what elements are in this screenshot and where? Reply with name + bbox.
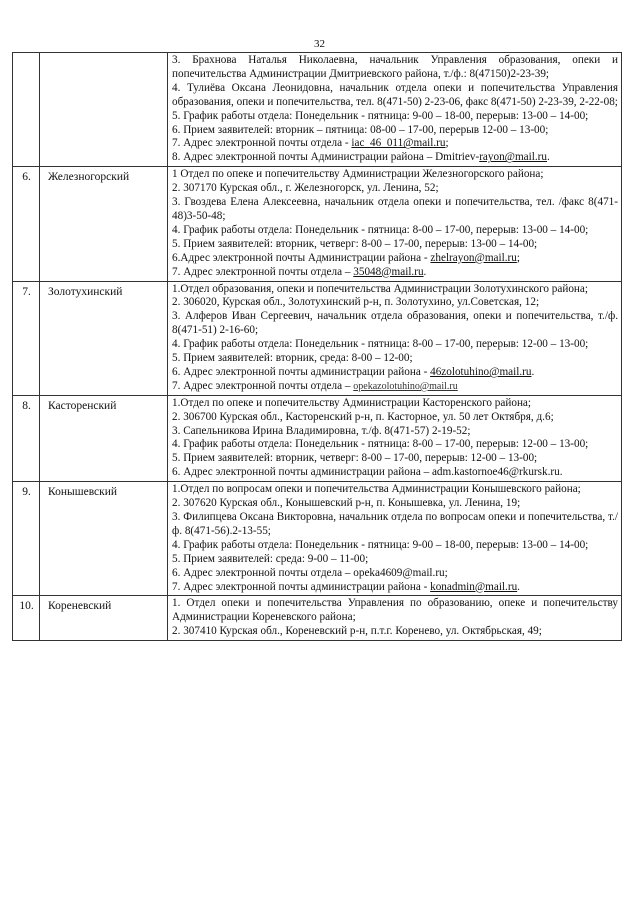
info-line (172, 511, 618, 539)
department-info (168, 482, 622, 596)
info-line (172, 539, 618, 553)
row-number: 6. (13, 167, 40, 281)
district-name (40, 53, 168, 167)
info-text: 1.Отдел образования, опеки и попечительства Администрации Золотухинского района; (172, 282, 588, 295)
info-text: 5. Прием заявителей: вторник, четверг: 8-00 – 17-00, перерыв: 13-00 – 14-00; (172, 237, 538, 250)
info-text: 3. Филипцева Оксана Викторовна, начальник отдела по вопросам опеки и попечительства, т./ф. 8(471-56).2-13-55; (172, 511, 618, 537)
info-text: 1.Отдел по опеке и попечительству Администрации Касторенского района; (172, 396, 532, 409)
info-line (172, 380, 618, 394)
info-line (172, 283, 618, 297)
info-text: 4. График работы отдела: Понедельник - пятница: 9-00 – 18-00, перерыв: 13-00 – 14-00; (172, 538, 589, 551)
info-line (172, 425, 618, 439)
info-text: 3. Гвоздева Елена Алексеевна, начальник отдела опеки и попечительства, тел. /факс 8(471-48)3-50-48; (172, 196, 618, 222)
email-address: opekazolotuhino@mail.ru (353, 380, 458, 392)
info-text: 7. Адрес электронной почты отдела - (172, 137, 352, 150)
info-line (172, 124, 618, 138)
info-text: 7. Адрес электронной почты отдела – (172, 379, 354, 392)
info-line (172, 366, 618, 380)
info-text: . (517, 580, 520, 593)
info-text: . (546, 151, 550, 164)
department-info (168, 281, 622, 395)
info-line (172, 483, 618, 497)
row-number: 10. (13, 596, 40, 641)
info-line (172, 266, 618, 280)
table-row (13, 281, 622, 395)
info-text: 1 Отдел по опеке и попечительству Администрации Железногорского района; (172, 168, 544, 181)
info-text: 4. График работы отдела: Понедельник - пятница: 8-00 – 17-00, перерыв: 12-00 – 13-00; (172, 438, 589, 451)
district-name: Кореневский (40, 596, 168, 641)
table-row (13, 395, 622, 481)
info-line (172, 82, 618, 110)
info-line (172, 196, 618, 224)
info-text: 2. 307410 Курская обл., Кореневский р-н, п.т.г. Коренево, ул. Октябрьская, 49; (172, 625, 542, 638)
info-text: 7. Адрес электронной почты отдела – (172, 265, 354, 278)
row-number: 9. (13, 482, 40, 596)
email-address: konadmin@mail.ru (430, 580, 518, 593)
info-line (172, 338, 618, 352)
info-line (172, 625, 618, 639)
district-name: Золотухинский (40, 281, 168, 395)
page-number: 32 (314, 38, 325, 50)
table-row (13, 482, 622, 596)
email-address: zhelrayon@mail.ru (430, 251, 517, 264)
table-row (13, 167, 622, 281)
info-text: 6. Прием заявителей: вторник – пятница: 08-00 – 17-00, перерыв 12-00 – 13-00; (172, 123, 549, 136)
info-text: ; (516, 251, 520, 264)
info-line (172, 397, 618, 411)
info-text: 5. График работы отдела: Понедельник - пятница: 9-00 – 18-00, перерыв: 13-00 – 14-00; (172, 109, 589, 122)
info-line (172, 224, 618, 238)
info-text: 1. Отдел опеки и попечительства Управления по образованию, опеке и попечительству Администрации Кореневского района; (172, 597, 618, 624)
guardianship-departments-table (12, 52, 622, 641)
info-text: 2. 306020, Курская обл., Золотухинский р-н, п. Золотухино, ул.Советская, 12; (172, 296, 540, 309)
info-line (172, 597, 618, 625)
info-text: 3. Сапельникова Ирина Владимировна, т./ф. 8(471-57) 2-19-52; (172, 424, 471, 437)
email-address: iac_46_011@mail.ru (351, 137, 446, 150)
district-name: Касторенский (40, 395, 168, 481)
info-text: 2. 307620 Курская обл., Конышевский р-н, п. Конышевка, ул. Ленина, 19; (172, 497, 521, 510)
row-number (13, 53, 40, 167)
info-text: 6. Адрес электронной почты администрации района – adm.kastornoe46@rkursk.ru. (172, 466, 563, 479)
info-text: 6.Адрес электронной почты Администрации района - (172, 251, 431, 264)
table-body (13, 53, 622, 641)
info-text: 3. Алферов Иван Сергеевич, начальник отдела образования, опеки и попечительства, т./ф. 8(471-51) 2-16-60; (172, 310, 618, 337)
info-text: . (531, 365, 535, 378)
district-name: Конышевский (40, 482, 168, 596)
info-line (172, 310, 618, 338)
info-line (172, 238, 618, 252)
info-line (172, 497, 618, 511)
info-text: 5. Прием заявителей: вторник, четверг: 8-00 – 17-00, перерыв: 12-00 – 13-00; (172, 452, 538, 465)
info-text: 4. Тулиёва Оксана Леонидовна, начальник отдела опеки и попечительства Управления образования, опеки и попечительства, тел. 8(471-50) 2-23-06, факс 8(471-50) 2-23-39, 2-22-08; (172, 81, 618, 108)
info-line (172, 411, 618, 425)
table-row (13, 53, 622, 167)
email-address: 46zolotuhino@mail.ru (430, 365, 532, 378)
info-text: . (423, 265, 427, 278)
info-line (172, 296, 618, 310)
info-line (172, 151, 618, 165)
department-info (168, 53, 622, 167)
info-text: 1.Отдел по вопросам опеки и попечительства Администрации Конышевского района; (172, 483, 581, 496)
info-text: 2. 307170 Курская обл., г. Железногорск, ул. Ленина, 52; (172, 182, 439, 195)
email-address: 35048@mail.ru (353, 265, 424, 278)
info-text: 6. Адрес электронной почты администрации района - (172, 365, 431, 378)
info-line (172, 553, 618, 567)
info-text: 5. Прием заявителей: среда: 9-00 – 11-00; (172, 552, 369, 565)
info-line (172, 252, 618, 266)
info-text: 7. Адрес электронной почты администрации района - (172, 580, 431, 593)
info-text: 8. Адрес электронной почты Администрации района – Dmitriev- (172, 151, 480, 164)
row-number: 7. (13, 281, 40, 395)
info-line (172, 452, 618, 466)
info-line (172, 352, 618, 366)
info-text: 4. График работы отдела: Понедельник - пятница: 8-00 – 17-00, перерыв: 12-00 – 13-00; (172, 338, 589, 351)
info-line (172, 438, 618, 452)
info-text: 4. График работы отдела: Понедельник - пятница: 8-00 – 17-00, перерыв: 13-00 – 14-00; (172, 223, 589, 236)
info-line (172, 466, 618, 480)
info-line (172, 182, 618, 196)
department-info (168, 395, 622, 481)
department-info (168, 167, 622, 281)
info-text: 5. Прием заявителей: вторник, среда: 8-00 – 12-00; (172, 352, 413, 365)
info-text: 3. Брахнова Наталья Николаевна, начальник Управления образования, опеки и попечительства Администрации Дмитриевского района, т./ф.: 8(47150)2-23-39; (172, 54, 618, 80)
info-text: 2. 306700 Курская обл., Касторенский р-н, п. Касторное, ул. 50 лет Октября, д.6; (172, 410, 554, 423)
row-number: 8. (13, 395, 40, 481)
info-line (172, 54, 618, 82)
info-text: 6. Адрес электронной почты отдела – opeka4609@mail.ru; (172, 566, 448, 579)
email-address: rayon@mail.ru (479, 151, 547, 164)
info-text: ; (445, 137, 449, 150)
department-info (168, 596, 622, 641)
info-line (172, 581, 618, 595)
info-line (172, 110, 618, 124)
info-line (172, 567, 618, 581)
info-line (172, 168, 618, 182)
district-name: Железногорский (40, 167, 168, 281)
table-row (13, 596, 622, 641)
info-line (172, 137, 618, 151)
